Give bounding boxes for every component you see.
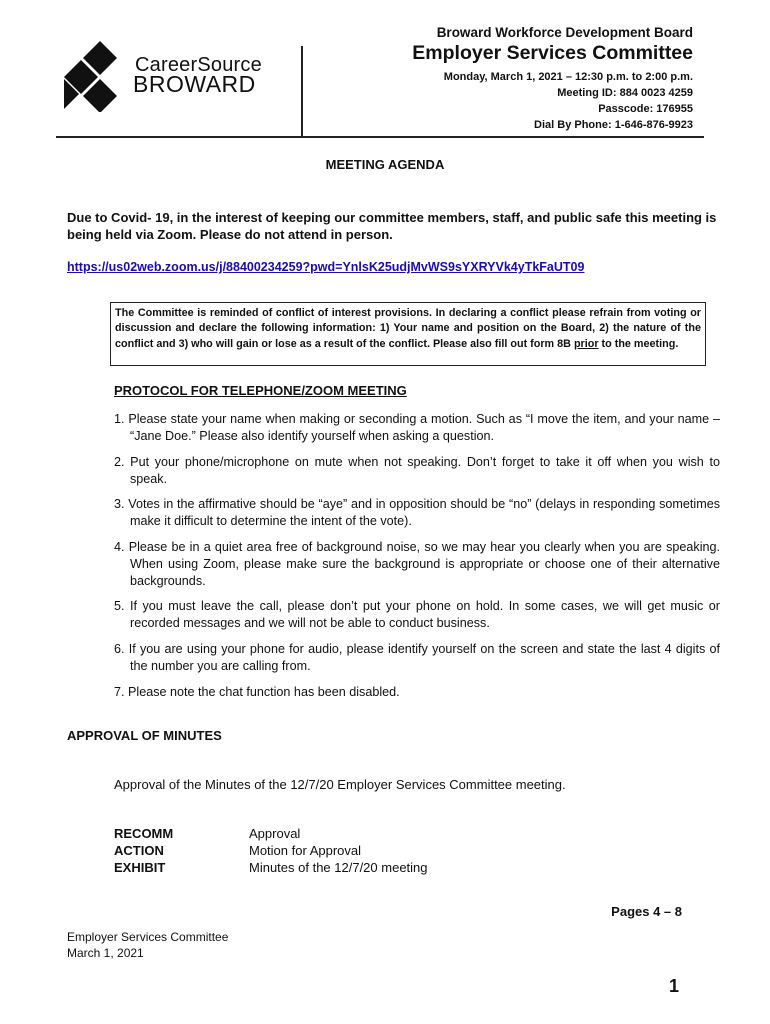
footer-committee: Employer Services Committee [67, 930, 229, 944]
protocol-item: 4. Please be in a quiet area free of background noise, so we may hear you clearly when you are speaking. When using Zoom, please make sure the background is appropriate or choose one of their alternative backgrounds. [114, 540, 720, 588]
zoom-meeting-link[interactable]: https://us02web.zoom.us/j/88400234259?pwd=YnlsK25udjMvWS9sYXRYVk4yTkFaUT09 [67, 260, 585, 274]
protocol-heading: PROTOCOL FOR TELEPHONE/ZOOM MEETING [114, 383, 407, 398]
committee-name: Employer Services Committee [412, 42, 693, 64]
meeting-id: Meeting ID: 884 0023 4259 [557, 87, 693, 99]
agenda-title: MEETING AGENDA [325, 157, 445, 172]
covid-notice: Due to Covid- 19, in the interest of keeping our committee members, staff, and public safe this meeting is being held via Zoom. Please do not attend in person. [67, 210, 717, 242]
pages-range: Pages 4 – 8 [611, 904, 682, 919]
page-number: 1 [668, 976, 679, 996]
conflict-text-after: to the meeting. [598, 337, 679, 350]
approval-of-minutes-text: Approval of the Minutes of the 12/7/20 Employer Services Committee meeting. [114, 777, 566, 792]
exhibit-label: EXHIBIT [114, 860, 166, 875]
protocol-item: 7. Please note the chat function has been disabled. [114, 685, 400, 699]
careersource-diamond-logo-icon [60, 40, 132, 112]
header-horizontal-divider [56, 136, 704, 138]
protocol-item: 5. If you must leave the call, please don’t put your phone on hold. In some cases, we will get music or recorded messages and we will not be able to conduct business. [114, 599, 720, 630]
meeting-datetime: Monday, March 1, 2021 – 12:30 p.m. to 2:00 p.m. [443, 71, 693, 83]
board-name: Broward Workforce Development Board [436, 25, 693, 40]
header-vertical-divider [301, 46, 303, 138]
conflict-of-interest-notice [110, 302, 706, 366]
protocol-item: 1. Please state your name when making or seconding a motion. Such as “I move the item, and your name – “Jane Doe.” Please also identify yourself when asking a question. [114, 412, 720, 443]
conflict-text-underlined: prior [573, 337, 599, 350]
footer-date: March 1, 2021 [67, 946, 144, 960]
approval-of-minutes-heading: APPROVAL OF MINUTES [67, 728, 222, 743]
logo-text-broward: BROWARD [133, 71, 256, 97]
action-value: Motion for Approval [249, 843, 362, 858]
meeting-passcode: Passcode: 176955 [598, 103, 693, 115]
protocol-item: 3. Votes in the affirmative should be “aye” and in opposition should be “no” (delays in responding sometimes make it difficult to determine the intent of the vote). [114, 497, 720, 528]
recomm-value: Approval [249, 826, 301, 841]
protocol-item: 6. If you are using your phone for audio, please identify yourself on the screen and state the last 4 digits of the number you are calling from. [114, 642, 720, 673]
exhibit-value: Minutes of the 12/7/20 meeting [249, 860, 428, 875]
logo-text-careersource: CareerSource [135, 54, 262, 76]
dial-by-phone: Dial By Phone: 1-646-876-9923 [534, 119, 693, 131]
protocol-item: 2. Put your phone/microphone on mute when not speaking. Don’t forget to take it off when you wish to speak. [114, 455, 720, 486]
conflict-text-before: The Committee is reminded of conflict of interest provisions. In declaring a conflict please refrain from voting or discussion and declare the following information: 1) Your name and position on the Board, 2) the nature of the conflict and 3) who will gain or lose as a result of the conflict. Please also fill out form 8B [115, 307, 701, 350]
action-label: ACTION [114, 843, 164, 858]
recomm-label: RECOMM [114, 826, 174, 841]
